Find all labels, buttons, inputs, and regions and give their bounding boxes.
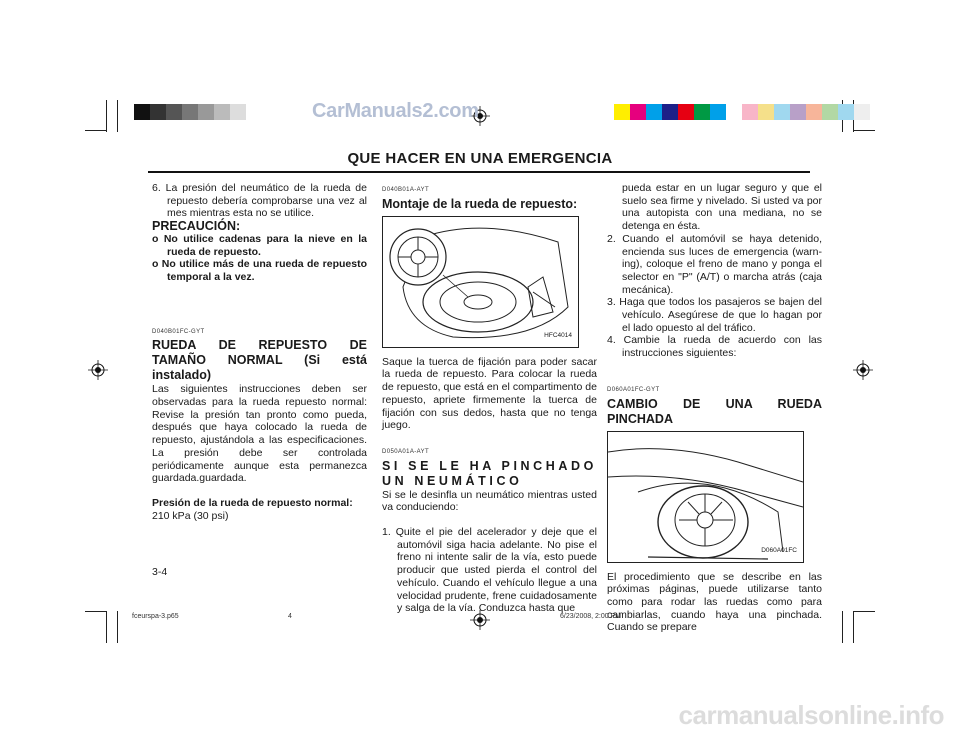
figure-caption: D060A01FC [761, 546, 797, 554]
spare-wheel-illustration [383, 217, 578, 347]
color-swatch [630, 104, 646, 120]
column-right [607, 182, 822, 634]
footer-page: 4 [288, 613, 292, 620]
section-code: D050A01A-AYT [382, 448, 430, 455]
section-body: Las siguientes instrucciones deben ser observadas para la rueda repuesto normal: Revise la presión tan pronto como pueda, después que haya colocado la rueda de repuesto, ajustándola a las especificaciones. La presión debe ser controlada periódicamente aunque esta permanezca guardada.guardada. [152, 383, 367, 485]
footer-date: 6/23/2008, 2:00 PM [560, 613, 622, 620]
section-body: Saque la tuerca de fijación para poder sacar la rueda de repuesto. Para colocar la rueda de repuesto, que está en el compartimento de repuesto, apriete firmemente la tuerca de fijación con sus dedos, hasta que no tenga juego. [382, 355, 597, 432]
color-swatch [246, 104, 262, 120]
color-swatch [182, 104, 198, 120]
color-swatch [230, 104, 246, 120]
section-heading: CAMBIO DE UNA RUEDA PINCHADA [607, 396, 822, 426]
color-swatch [822, 104, 838, 120]
color-swatch [214, 104, 230, 120]
section-code: D040B01FC-GYT [152, 328, 205, 335]
color-swatch [614, 104, 630, 120]
column-left [152, 182, 367, 522]
section-body: El procedimiento que se describe en las próximas páginas, puede utilizarse tanto como para rodar las ruedas como para cambiarlas, cuando haya una pinchada. Cuando se prepare [607, 570, 822, 634]
caution-item: o No utilice cadenas para la nieve en la rueda de repuesto. [152, 232, 367, 258]
color-swatch [742, 104, 758, 120]
caution-title: PRECAUCIÓN: [152, 219, 241, 234]
crop-mark [853, 130, 875, 131]
section-heading: SI SE LE HA PINCHADO UN NEUMÁTICO [382, 458, 597, 488]
color-swatch [646, 104, 662, 120]
flat-tire-illustration [608, 432, 803, 562]
footer-filename: fceurspa-3.p65 [132, 613, 179, 620]
color-swatch [150, 104, 166, 120]
color-swatch [726, 104, 742, 120]
color-swatch [838, 104, 854, 120]
section-code: D040B01A-AYT [382, 187, 430, 193]
flat-tire-figure [607, 431, 804, 563]
color-swatch [662, 104, 678, 120]
color-swatch [198, 104, 214, 120]
color-swatch [854, 104, 870, 120]
column-middle [382, 182, 597, 615]
crop-mark [117, 611, 118, 643]
watermark-logo: CarManuals2.com [312, 100, 479, 122]
list-item: 1. Quite el pie del acelerador y deje que el automóvil siga hacia adelante. No pise el freno ni intente salir de la vía, esto puede producir que usted pierda el control del vehículo. Cuando el vehículo llegue a una velocidad prudente, frene cuidadosamente y salga de la vía. Conduzca hasta que [382, 526, 597, 615]
section-heading: Montaje de la rueda de repuesto: [382, 196, 578, 211]
crop-mark [853, 611, 854, 643]
color-swatch [710, 104, 726, 120]
color-swatch [678, 104, 694, 120]
crop-mark [85, 130, 107, 131]
grayscale-bar [134, 104, 262, 120]
list-item: 6. La presión del neumático de la rueda de repuesto debería comprobarse una vez al mes mientras esta no se utilice. [152, 182, 367, 220]
registration-target-icon [88, 360, 108, 380]
caution-item: o No utilice más de una rueda de repuesto temporal a la vez. [152, 258, 367, 283]
crop-mark [842, 611, 843, 643]
color-swatch [166, 104, 182, 120]
page-title: QUE HACER EN UNA EMERGENCIA [347, 150, 613, 167]
list-item: 4. Cambie la rueda de acuerdo con las instrucciones siguientes: [607, 334, 822, 360]
crop-mark [117, 100, 118, 132]
spare-wheel-figure [382, 216, 579, 348]
watermark-bottom: carmanualsonline.info [678, 700, 944, 730]
page-number: 3-4 [152, 566, 168, 578]
color-swatch [806, 104, 822, 120]
figure-caption: HFC4014 [544, 332, 572, 339]
color-swatch [758, 104, 774, 120]
list-item-continued: pueda estar en un lugar seguro y que el suelo sea firme y nivelado. Si usted va por una autopista con una mediana, no se detenga en ésta. [622, 182, 822, 233]
color-swatch [790, 104, 806, 120]
section-code: D060A01FC-GYT [607, 386, 660, 393]
crop-mark [106, 611, 107, 643]
color-swatch [774, 104, 790, 120]
list-item: 2. Cuando el automóvil se haya detenido, encienda sus luces de emergencia (warn-ing), coloque el freno de mano y ponga el selector en "P" (A/T) o marcha atrás (caja mecánica). [607, 232, 822, 296]
pressure-value: 210 kPa (30 psi) [152, 509, 229, 522]
pressure-label: Presión de la rueda de repuesto normal: [152, 496, 353, 509]
color-swatch [694, 104, 710, 120]
crop-mark [106, 100, 107, 132]
color-swatch [134, 104, 150, 120]
list-item: 3. Haga que todos los pasajeros se bajen del vehículo. Asegúrese de que lo hagan por el lado opuesto al del tráfico. [607, 296, 822, 334]
crop-mark [85, 611, 107, 612]
section-body: Si se le desinfla un neumático mientras usted va conduciendo: [382, 488, 597, 514]
crop-mark [853, 611, 875, 612]
header-rule [148, 171, 810, 173]
registration-target-icon [853, 360, 873, 380]
color-bar [614, 104, 870, 120]
section-heading: RUEDA DE REPUESTO DE TAMAÑO NORMAL (Si está instalado) [152, 338, 367, 383]
